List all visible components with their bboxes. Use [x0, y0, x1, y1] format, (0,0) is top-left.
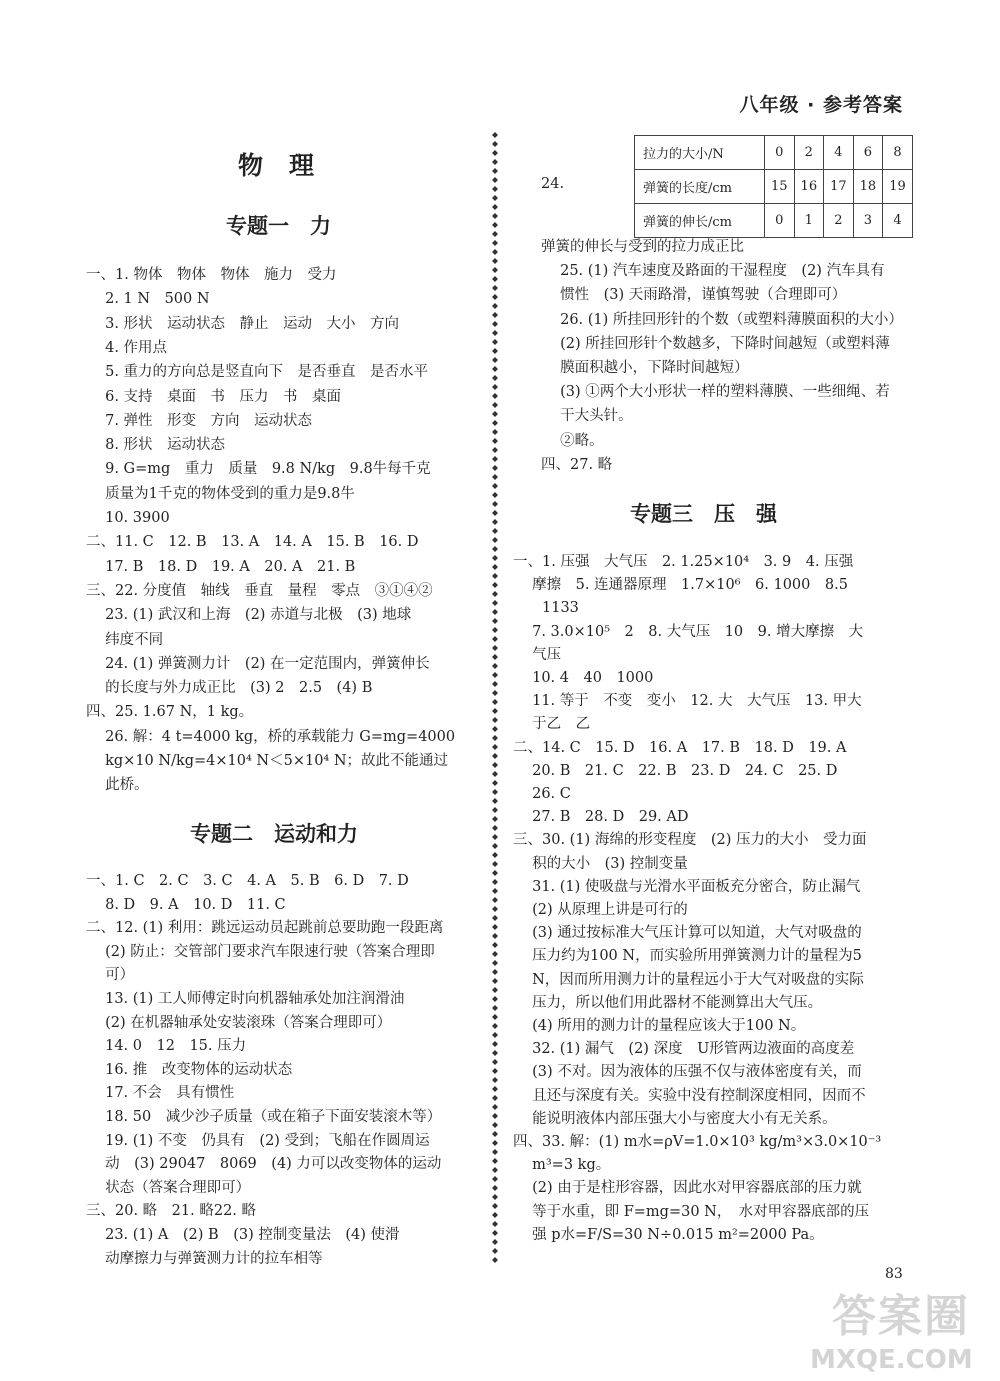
answer-line: 25. (1) 汽车速度及路面的干湿程度 (2) 汽车具有 — [541, 263, 885, 280]
divider-dot — [492, 276, 498, 282]
divider-dot — [492, 843, 498, 849]
table-cell: 2 — [824, 204, 854, 238]
answer-line: 干大头针。 — [541, 408, 633, 425]
answer-line: 8. 形状 运动状态 — [86, 437, 226, 454]
divider-dot — [492, 762, 498, 768]
table-cell: 4 — [883, 204, 913, 238]
divider-dot — [492, 213, 498, 219]
table-row — [635, 136, 913, 170]
divider-dot — [492, 1257, 498, 1263]
divider-dot — [492, 357, 498, 363]
divider-dot — [492, 1050, 498, 1056]
table-cell: 0 — [765, 136, 795, 170]
answer-line: 10. 4 40 1000 — [513, 670, 654, 686]
divider-dot — [492, 825, 498, 831]
divider-dot — [492, 285, 498, 291]
answer-line: 四、25. 1.67 N，1 kg。 — [86, 704, 254, 721]
answer-line: 质量为1千克的物体受到的重力是9.8牛 — [86, 485, 355, 502]
table-row — [635, 170, 913, 204]
answer-line: 强 p水=F/S=30 N÷0.015 m²=2000 Pa。 — [513, 1226, 824, 1243]
divider-dot — [492, 1212, 498, 1218]
divider-dot — [492, 429, 498, 435]
divider-dot — [492, 339, 498, 345]
divider-dot — [492, 564, 498, 570]
divider-dot — [492, 978, 498, 984]
topic-2-title: 专题二 运动和力 — [190, 822, 358, 846]
watermark-logo: 答案圈 — [832, 1291, 970, 1342]
answer-line: (2) 在机器轴承处安装滚珠（答案合理即可） — [86, 1014, 392, 1031]
answer-line: 摩擦 5. 连通器原理 1.7×10⁶ 6. 1000 8.5 — [513, 577, 848, 594]
answer-line: N，因而所用测力计的量程远小于大气对吸盘的实际 — [513, 971, 864, 988]
divider-dot — [492, 186, 498, 192]
divider-dot — [492, 852, 498, 858]
answer-line: 23. (1) A (2) B (3) 控制变量法 (4) 使滑 — [86, 1227, 400, 1243]
answer-line: 此桥。 — [86, 777, 149, 794]
answer-line: 27. B 28. D 29. AD — [513, 809, 689, 826]
divider-dot — [492, 987, 498, 993]
divider-dot — [492, 1230, 498, 1236]
table-cell: 18 — [853, 170, 883, 204]
divider-dot — [492, 1140, 498, 1146]
divider-dot — [492, 1077, 498, 1083]
divider-dot — [492, 771, 498, 777]
answer-line: 一、1. 物体 物体 物体 施力 受力 — [86, 267, 337, 283]
divider-dot — [492, 555, 498, 561]
divider-dot — [492, 915, 498, 921]
divider-dot — [492, 321, 498, 327]
answer-line: 三、22. 分度值 轴线 垂直 量程 零点 ③①④② — [86, 582, 433, 599]
answer-line: 11. 等于 不变 变小 12. 大 大气压 13. 甲大 — [513, 693, 862, 710]
divider-dot — [492, 870, 498, 876]
divider-dot — [492, 1014, 498, 1020]
answer-line: 31. (1) 使吸盘与光滑水平面板充分密合，防止漏气 — [513, 878, 861, 895]
answer-line: (2) 由于是柱形容器，因此水对甲容器底部的压力就 — [513, 1180, 862, 1197]
divider-dot — [492, 636, 498, 642]
answer-line: (2) 所挂回形针个数越多，下降时间越短（或塑料薄 — [541, 335, 890, 352]
divider-dot — [492, 447, 498, 453]
table-cell: 15 — [765, 170, 795, 204]
divider-dot — [492, 1185, 498, 1191]
divider-dot — [492, 708, 498, 714]
divider-dot — [492, 375, 498, 381]
divider-dot — [492, 177, 498, 183]
divider-dot — [492, 600, 498, 606]
divider-dot — [492, 1239, 498, 1245]
divider-dot — [492, 195, 498, 201]
divider-dot — [492, 807, 498, 813]
divider-dot — [492, 780, 498, 786]
divider-dot — [492, 1158, 498, 1164]
answer-line: 9. G=mg 重力 质量 9.8 N/kg 9.8牛每千克 — [86, 461, 431, 478]
answer-line: 弹簧的伸长与受到的拉力成正比 — [541, 239, 744, 255]
answer-line: 动 (3) 29047 8069 (4) 力可以改变物体的运动 — [86, 1156, 442, 1173]
answer-line: (3) 不对。因为液体的压强不仅与液体密度有关，而 — [513, 1064, 862, 1081]
answer-line: 26. (1) 所挂回形针的个数（或塑料薄膜面积的大小） — [541, 311, 903, 328]
answer-line: (2) 从原理上讲是可行的 — [513, 902, 688, 918]
table-row — [635, 204, 913, 238]
divider-dot — [492, 366, 498, 372]
divider-dot — [492, 456, 498, 462]
divider-dot — [492, 798, 498, 804]
divider-dot — [492, 951, 498, 957]
divider-dot — [492, 303, 498, 309]
column-divider — [492, 132, 498, 1272]
divider-dot — [492, 618, 498, 624]
answer-line: 17. B 18. D 19. A 20. A 21. B — [86, 558, 356, 575]
divider-dot — [492, 411, 498, 417]
answer-line: 压力约为100 N，而实验所用弹簧测力计的量程为5 — [513, 948, 862, 965]
answer-line: 13. (1) 工人师傅定时向机器轴承处加注润滑油 — [86, 991, 405, 1007]
subject-title: 物理 — [238, 151, 341, 180]
divider-dot — [492, 1203, 498, 1209]
divider-dot — [492, 627, 498, 633]
divider-dot — [492, 420, 498, 426]
divider-dot — [492, 1176, 498, 1182]
divider-dot — [492, 654, 498, 660]
divider-dot — [492, 1221, 498, 1227]
divider-dot — [492, 1086, 498, 1092]
page-header: 八年级 · 参考答案 — [739, 94, 903, 116]
answer-line: 14. 0 12 15. 压力 — [86, 1038, 247, 1055]
divider-dot — [492, 240, 498, 246]
divider-dot — [492, 222, 498, 228]
divider-dot — [492, 1104, 498, 1110]
table-cell: 6 — [853, 136, 883, 170]
divider-dot — [492, 393, 498, 399]
divider-dot — [492, 753, 498, 759]
answer-line: 7. 3.0×10⁵ 2 8. 大气压 10 9. 增大摩擦 大 — [513, 623, 864, 640]
row-label: 弹簧的长度/cm — [635, 170, 765, 204]
divider-dot — [492, 546, 498, 552]
divider-dot — [492, 465, 498, 471]
divider-dot — [492, 348, 498, 354]
divider-dot — [492, 1023, 498, 1029]
answer-line: 四、33. 解：(1) m水=ρV=1.0×10³ kg/m³×3.0×10⁻³ — [513, 1134, 882, 1150]
answer-line: 可） — [86, 967, 135, 984]
divider-dot — [492, 672, 498, 678]
divider-dot — [492, 906, 498, 912]
table-cell: 2 — [794, 136, 824, 170]
table-cell: 16 — [794, 170, 824, 204]
divider-dot — [492, 1095, 498, 1101]
divider-dot — [492, 501, 498, 507]
divider-dot — [492, 384, 498, 390]
divider-dot — [492, 879, 498, 885]
divider-dot — [492, 969, 498, 975]
divider-dot — [492, 573, 498, 579]
answer-line: 积的大小 (3) 控制变量 — [513, 855, 688, 872]
divider-dot — [492, 690, 498, 696]
answer-line: 状态（答案合理即可） — [86, 1179, 251, 1196]
answer-line: 10. 3900 — [86, 510, 170, 526]
divider-dot — [492, 294, 498, 300]
answer-line: 16. 推 改变物体的运动状态 — [86, 1061, 293, 1078]
divider-dot — [492, 789, 498, 795]
divider-dot — [492, 1122, 498, 1128]
answer-line: (3) 通过按标准大气压计算可以知道，大气对吸盘的 — [513, 925, 862, 942]
table-cell: 1 — [794, 204, 824, 238]
answer-line: 26. C — [513, 786, 571, 802]
q24-label: 24. — [541, 176, 565, 192]
divider-dot — [492, 1149, 498, 1155]
answer-line: 26. 解：4 t=4000 kg，桥的承载能力 G=mg=4000 — [86, 728, 456, 745]
answer-line: 等于水重，即 F=mg=30 N， 水对甲容器底部的压 — [513, 1203, 870, 1220]
divider-dot — [492, 1005, 498, 1011]
answer-line: 17. 不会 具有惯性 — [86, 1085, 235, 1102]
answer-line: 23. (1) 武汉和上海 (2) 赤道与北极 (3) 地球 — [86, 607, 412, 624]
answer-line: 一、1. C 2. C 3. C 4. A 5. B 6. D 7. D — [86, 873, 409, 889]
row-label: 弹簧的伸长/cm — [635, 204, 765, 238]
divider-dot — [492, 897, 498, 903]
answer-line: 气压 — [513, 646, 562, 663]
answer-line: 二、12. (1) 利用：跳远运动员起跳前总要助跑一段距离 — [86, 920, 444, 937]
answer-line: 8. D 9. A 10. D 11. C — [86, 896, 286, 913]
watermark-url: MXQE.COM — [810, 1345, 973, 1375]
divider-dot — [492, 591, 498, 597]
divider-dot — [492, 717, 498, 723]
divider-dot — [492, 1194, 498, 1200]
answer-line: 且还与深度有关。实验中没有控制深度相同，因而不 — [513, 1087, 866, 1104]
answer-line: 2. 1 N 500 N — [86, 291, 210, 308]
answer-line: 三、30. (1) 海绵的形变程度 (2) 压力的大小 受力面 — [513, 832, 867, 849]
answer-line: kg×10 N/kg=4×10⁴ N＜5×10⁴ N；故此不能通过 — [86, 753, 449, 769]
divider-dot — [492, 267, 498, 273]
answer-line: 4. 作用点 — [86, 339, 168, 356]
answer-line: 能说明液体内部压强大小与密度大小有无关系。 — [513, 1110, 837, 1127]
divider-dot — [492, 168, 498, 174]
answer-line: 二、11. C 12. B 13. A 14. A 15. B 16. D — [86, 534, 419, 551]
answer-line: (3) ①两个大小形状一样的塑料薄膜、一些细绳、若 — [541, 384, 890, 401]
answer-line: (4) 所用的测力计的量程应该大于100 N。 — [513, 1018, 806, 1034]
page-number: 83 — [885, 1266, 903, 1282]
divider-dot — [492, 1131, 498, 1137]
answer-line: 3. 形状 运动状态 静止 运动 大小 方向 — [86, 315, 400, 332]
divider-dot — [492, 744, 498, 750]
answer-line: 一、1. 压强 大气压 2. 1.25×10⁴ 3. 9 4. 压强 — [513, 554, 854, 570]
divider-dot — [492, 474, 498, 480]
divider-dot — [492, 141, 498, 147]
answer-line: 19. (1) 不变 仍具有 (2) 受到；飞船在作圆周运 — [86, 1132, 430, 1149]
divider-dot — [492, 132, 498, 138]
table-cell: 8 — [883, 136, 913, 170]
table-cell: 17 — [824, 170, 854, 204]
divider-dot — [492, 231, 498, 237]
divider-dot — [492, 483, 498, 489]
divider-dot — [492, 816, 498, 822]
answer-line: 二、14. C 15. D 16. A 17. B 18. D 19. A — [513, 739, 847, 756]
answer-line: 7. 弹性 形变 方向 运动状态 — [86, 412, 313, 429]
divider-dot — [492, 402, 498, 408]
answer-line: 于乙 乙 — [513, 716, 591, 733]
answer-line: (2) 防止：交管部门要求汽车限速行驶（答案合理即 — [86, 943, 435, 960]
divider-dot — [492, 519, 498, 525]
divider-dot — [492, 699, 498, 705]
divider-dot — [492, 582, 498, 588]
divider-dot — [492, 735, 498, 741]
divider-dot — [492, 996, 498, 1002]
answer-line: 动摩擦力与弹簧测力计的拉车相等 — [86, 1250, 323, 1267]
table-cell: 19 — [883, 170, 913, 204]
divider-dot — [492, 537, 498, 543]
answer-line: 的长度与外力成正比 (3) 2 2.5 (4) B — [86, 680, 373, 697]
divider-dot — [492, 528, 498, 534]
answer-line: m³=3 kg。 — [513, 1157, 611, 1174]
divider-dot — [492, 834, 498, 840]
divider-dot — [492, 312, 498, 318]
answer-line: 18. 50 减少沙子质量（或在箱子下面安装滚木等） — [86, 1109, 442, 1125]
answer-line: 压力，所以他们用此器材不能测算出大气压。 — [513, 994, 823, 1011]
answer-line: 24. (1) 弹簧测力计 (2) 在一定范围内，弹簧伸长 — [86, 655, 430, 672]
divider-dot — [492, 645, 498, 651]
divider-dot — [492, 330, 498, 336]
answer-line: 膜面积越小，下降时间越短） — [541, 360, 749, 376]
answer-line: 四、27. 略 — [541, 456, 613, 473]
answer-line: 纬度不同 — [86, 631, 164, 648]
answer-line: 20. B 21. C 22. B 23. D 24. C 25. D — [513, 762, 838, 779]
table-cell: 3 — [853, 204, 883, 238]
divider-dot — [492, 681, 498, 687]
answer-line: ②略。 — [541, 432, 604, 449]
divider-dot — [492, 1248, 498, 1254]
answer-line: 三、20. 略 21. 略22. 略 — [86, 1203, 257, 1220]
divider-dot — [492, 249, 498, 255]
divider-dot — [492, 150, 498, 156]
divider-dot — [492, 510, 498, 516]
spring-data-table — [634, 135, 913, 238]
answer-line: 6. 支持 桌面 书 压力 书 桌面 — [86, 388, 342, 405]
divider-dot — [492, 1068, 498, 1074]
divider-dot — [492, 1041, 498, 1047]
divider-dot — [492, 609, 498, 615]
topic-1-title: 专题一 力 — [226, 214, 331, 238]
divider-dot — [492, 1059, 498, 1065]
divider-dot — [492, 1113, 498, 1119]
divider-dot — [492, 888, 498, 894]
divider-dot — [492, 492, 498, 498]
divider-dot — [492, 960, 498, 966]
table-cell: 4 — [824, 136, 854, 170]
row-label: 拉力的大小/N — [635, 136, 765, 170]
answer-line: 5. 重力的方向总是竖直向下 是否垂直 是否水平 — [86, 364, 429, 381]
divider-dot — [492, 204, 498, 210]
divider-dot — [492, 726, 498, 732]
divider-dot — [492, 1032, 498, 1038]
divider-dot — [492, 1167, 498, 1173]
answer-line: 惯性 (3) 天雨路滑，谨慎驾驶（合理即可） — [541, 287, 847, 304]
divider-dot — [492, 933, 498, 939]
divider-dot — [492, 861, 498, 867]
divider-dot — [492, 258, 498, 264]
divider-dot — [492, 942, 498, 948]
topic-3-title: 专题三 压 强 — [630, 502, 777, 526]
divider-dot — [492, 924, 498, 930]
divider-dot — [492, 663, 498, 669]
answer-line: 1133 — [513, 600, 579, 617]
divider-dot — [492, 159, 498, 165]
table-cell: 0 — [765, 204, 795, 238]
answer-line: 32. (1) 漏气 (2) 深度 U形管两边液面的高度差 — [513, 1041, 855, 1058]
divider-dot — [492, 438, 498, 444]
